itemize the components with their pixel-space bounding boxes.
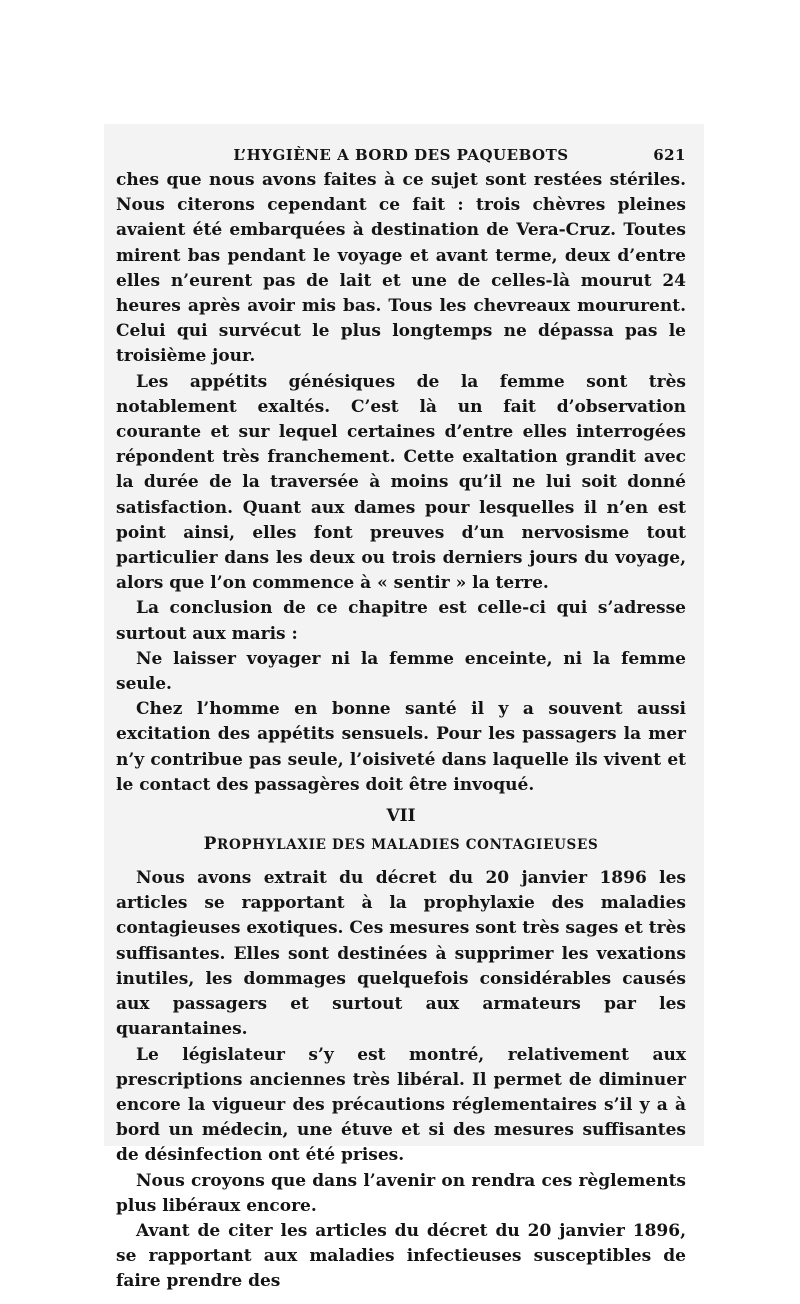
- paragraph: Les appétits génésiques de la femme sont très notablement exaltés. C’est là un fait d’observation courante et sur lequel certaines d’entre elles interrogées répondent très franchement. Cette exaltation grandit avec la durée de la traversée à moins qu’il ne lui soit donné satisfaction. Quant aux dames pour lesquelles il n’en est point ainsi, elles font preuves d’un nervosisme tout particulier dans les deux ou trois derniers jours du voyage, alors que l’on commence à « sentir » la terre.: [116, 371, 686, 594]
- document-page: [116, 138, 686, 1295]
- section-title-rest: ROPHYLAXIE DES MALADIES CONTAGIEUSES: [217, 837, 599, 854]
- paragraph: Avant de citer les articles du décret du 20 janvier 1896, se rapportant aux maladies infectieuses susceptibles de faire prendre des: [116, 1220, 686, 1292]
- section-title-initial: P: [203, 834, 218, 855]
- running-header: [116, 138, 686, 168]
- paragraph: La conclusion de ce chapitre est celle-ci qui s’adresse surtout aux maris :: [116, 598, 686, 644]
- page-number: 621: [653, 146, 686, 164]
- paragraph: Le législateur s’y est montré, relativement aux prescriptions anciennes très libéral. Il permet de diminuer encore la vigueur des précautions réglementaires s’il y a à bord un médecin, une étuve et si des mesures suffisantes de désinfection ont été prises.: [116, 1044, 686, 1166]
- paragraph: Ne laisser voyager ni la femme enceinte, ni la femme seule.: [116, 648, 686, 695]
- section-title: [116, 833, 686, 856]
- body-text-before: [116, 168, 686, 798]
- running-title: L’HYGIÈNE A BORD DES PAQUEBOTS: [233, 146, 569, 164]
- paragraph: Nous avons extrait du décret du 20 janvier 1896 les articles se rapportant à la prophylaxie des maladies contagieuses exotiques. Ces mesures sont très sages et très suffisantes. Elles sont destinées à supprimer les vexations inutiles, les dommages quelquefois considérables causés aux passagers et surtout aux armateurs par les quarantaines.: [116, 868, 686, 1040]
- paragraph: Nous croyons que dans l’avenir on rendra ces règlements plus libéraux encore.: [116, 1170, 686, 1216]
- paragraph: Chez l’homme en bonne santé il y a souvent aussi excitation des appétits sensuels. Pour les passagers la mer n’y contribue pas seule, l’oisiveté dans laquelle ils vivent et le contact des passagères doit être invoqué.: [116, 699, 686, 795]
- paragraph: ches que nous avons faites à ce sujet sont restées stériles. Nous citerons cependant ce fait : trois chèvres pleines avaient été embarquées à destination de Vera-Cruz. Toutes mirent bas pendant le voyage et avant terme, deux d’entre elles n’eurent pas de lait et une de celles-là mourut 24 heures après avoir mis bas. Tous les chevreaux moururent. Celui qui survécut le plus longtemps ne dépassa pas le troisième jour.: [116, 170, 686, 367]
- body-text-after: [116, 866, 686, 1294]
- section-number: VII: [386, 806, 416, 827]
